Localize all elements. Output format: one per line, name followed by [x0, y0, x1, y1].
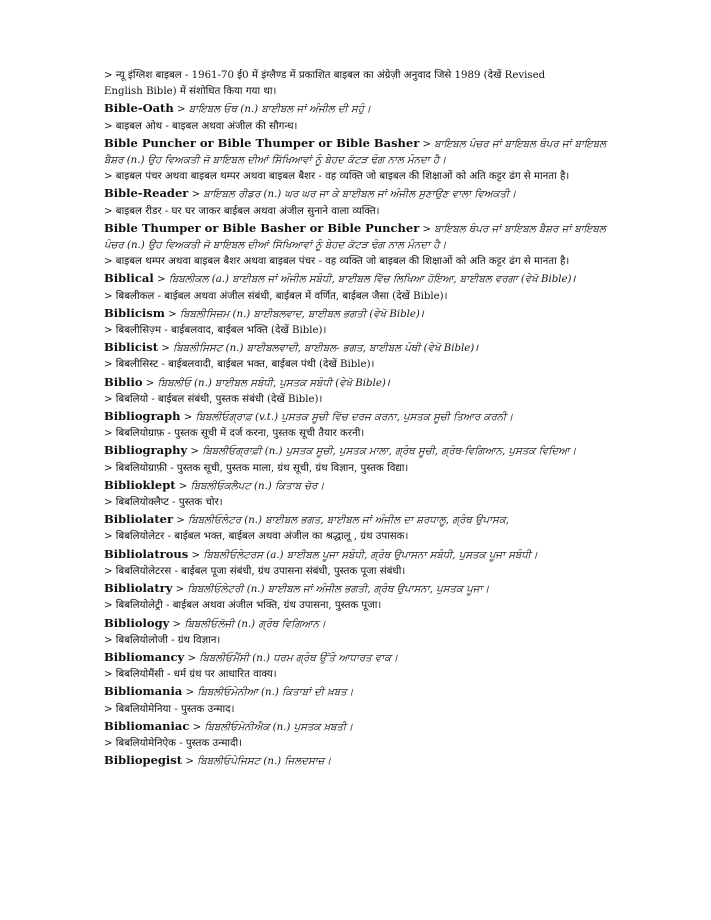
entry-hindi: > बिबलियोग्राफ़ - पुस्तक सूची में दर्ज करना, पुस्तक सूची तैयार करनी।: [104, 428, 365, 440]
entry-headword: Bibliolatry: [104, 581, 173, 596]
entry-hindi: > बाइबल रीडर - घर घर जाकर बाईबल अथवा अंजील सुनाने वाला व्यक्ति।: [104, 205, 380, 217]
entry-hindi: > बाइबल थम्पर अथवा बाइबल बैशर अथवा बाइबल पंचर - वह व्यक्ति जो बाइबल की शिक्षाओं को अति कट्टर ढंग से मानता है।: [104, 256, 570, 268]
entry-headword: Bibliolater: [104, 512, 174, 527]
dictionary-entry: [104, 477, 606, 495]
entry-hindi: > बिबलियोलोजी - ग्रंथ विज्ञान।: [104, 634, 221, 646]
dictionary-entry: [104, 100, 606, 118]
entry-hindi: > बाइबल ओथ - बाइबल अथवा अंजील की सौगन्ध।: [104, 120, 298, 132]
dictionary-entry: [104, 339, 606, 357]
dictionary-entry: [104, 718, 606, 736]
entry-hindi: > बिबलीकल - बाईबल अथवा अंजील संबंधी, बाईबल में वर्णित, बाईबल जैसा (देखें Bible)।: [104, 290, 448, 302]
entry-punjabi: > ਬਾਇਬਲ ਥੰਪਰ ਜਾਂ ਬਾਇਬਲ ਬੈਸ਼ਰ ਜਾਂ ਬਾਇਬਲ ਪੰਚਰ (n.) ਉਹ ਵਿਅਕਤੀ ਜੋ ਬਾਇਬਲ ਦੀਆਂ ਸਿੱਖਿਆਵਾਂ ਨੂੰ ਬੇਹਦ ਕੱਟੜ ਢੰਗ ਨਾਲ ਮੰਨਦਾ ਹੈ।: [104, 223, 606, 252]
entry-punjabi: > ਬਿਬਲੀਕਲ (a.) ਬਾਈਬਲ ਜਾਂ ਅੰਜੀਲ ਸਬੰਧੀ, ਬਾਈਬਲ ਵਿੱਚ ਲਿਖਿਆ ਹੋਇਆ, ਬਾਈਬਲ ਵਰਗਾ (ਵੇਖੋ Bible)।: [153, 274, 576, 286]
entry-headword: Bible Puncher or Bible Thumper or Bible Basher: [104, 135, 420, 150]
dictionary-entry: [104, 408, 606, 426]
entry-hindi: > बिबलियोमेनिऐक - पुस्तक उन्मादी।: [104, 737, 242, 749]
dictionary-entry: [104, 752, 606, 770]
dictionary-entry: [104, 615, 606, 633]
entry-punjabi: > ਬਾਇਬਲ ਪੰਚਰ ਜਾਂ ਬਾਇਬਲ ਥੰਪਰ ਜਾਂ ਬਾਇਬਲ ਬੈਸ਼ਰ (n.) ਉਹ ਵਿਅਕਤੀ ਜੋ ਬਾਇਬਲ ਦੀਆਂ ਸਿੱਖਿਆਵਾਂ ਨੂੰ ਬੇਹਦ ਕੱਟੜ ਢੰਗ ਨਾਲ ਮੰਨਦਾ ਹੈ।: [104, 138, 607, 167]
entry-hindi: > बिबलियोलेटर - बाईबल भक्त, बाईबल अथवा अंजील का श्रद्धालू , ग्रंथ उपासक।: [104, 531, 409, 543]
entry-punjabi: > ਬਿਬਲੀਓਮੇਨੀਆ (n.) ਕਿਤਾਬਾਂ ਦੀ ਖ਼ਬਤ।: [182, 687, 354, 699]
entry-punjabi: > ਬਿਬਲੀਓਲੇਟਰ (n.) ਬਾਈਬਲ ਭਗਤ, ਬਾਈਬਲ ਜਾਂ ਅੰਜੀਲ ਦਾ ਸ਼ਰਧਾਲੂ, ਗ੍ਰੰਥ ਉਪਾਸਕ,: [173, 515, 509, 527]
dictionary-entry: [104, 442, 606, 460]
entry-hindi: > बिबलियोक्लैप्ट - पुस्तक चोर।: [104, 497, 223, 509]
entry-hindi: > बिबलियोलेटरस - बाईबल पूजा संबंधी, ग्रंथ उपासना संबंधी, पुस्तक पूजा संबंधी।: [104, 565, 406, 577]
entry-list: [104, 100, 606, 770]
entry-hindi: > बिबलियोलेट्री - बाईबल अथवा अंजील भक्ति, ग्रंथ उपासना, पुस्तक पूजा।: [104, 600, 382, 612]
entry-hindi: > बिबलियोग्राफ़ी - पुस्तक सूची, पुस्तक माला, ग्रंथ सूची, ग्रंथ विज्ञान, पुस्तक विद्या।: [104, 462, 409, 474]
entry-punjabi: > ਬਿਬਲੀਓ (n.) ਬਾਈਬਲ ਸਬੰਧੀ, ਪੁਸਤਕ ਸਬੰਧੀ (ਵੇਖੋ Bible)।: [142, 377, 390, 389]
entry-headword: Biblicist: [104, 340, 159, 355]
dictionary-entry: [104, 220, 606, 254]
entry-hindi: > बिबलियोमेनिया - पुस्तक उन्माद।: [104, 703, 235, 715]
dictionary-entry: [104, 135, 606, 169]
intro-revised: Revised: [504, 70, 546, 81]
entry-punjabi: > ਬਿਬਲੀਓਲੋਜੀ (n.) ਗ੍ਰੰਥ ਵਿਗਿਆਨ।: [169, 618, 326, 630]
entry-headword: Bibliograph: [104, 409, 181, 424]
entry-punjabi: > ਬਿਬਲੀਓਪੇਜਿਸਟ (n.) ਜਿਲਦਸਾਜ਼।: [182, 756, 332, 768]
dictionary-entry: [104, 683, 606, 701]
entry-headword: Bibliology: [104, 615, 170, 630]
entry-headword: Bibliography: [104, 443, 188, 458]
entry-punjabi: > ਬਿਬਲੀਓਮੇਨੀਐਕ (n.) ਪੁਸਤਕ ਖ਼ਬਤੀ।: [189, 721, 353, 733]
dictionary-entry: [104, 649, 606, 667]
entry-punjabi: > ਬਿਬਲੀਓਲੇਟਰਸ (a.) ਬਾਈਬਲ ਪੂਜਾ ਸਬੰਧੀ, ਗ੍ਰੰਥ ਉਪਾਸਨਾ ਸਬੰਧੀ, ਪੁਸਤਕ ਪੂਜਾ ਸਬੰਧੀ।: [188, 549, 538, 561]
dictionary-entry: [104, 511, 606, 529]
entry-punjabi: > ਬਿਬਲੀਸਿਸਟ (n.) ਬਾਈਬਲਵਾਦੀ, ਬਾਈਬਲ- ਭਗਤ, ਬਾਈਬਲ ਪੰਥੀ (ਵੇਖੋ Bible)।: [158, 343, 479, 355]
entry-punjabi: > ਬਿਬਲੀਓਗ੍ਰਾਫ਼ (v.t.) ਪੁਸਤਕ ਸੂਚੀ ਵਿੱਚ ਦਰਜ ਕਰਨਾ, ਪੁਸਤਕ ਸੂਚੀ ਤਿਆਰ ਕਰਨੀ।: [180, 412, 514, 424]
entry-headword: Biblical: [104, 271, 154, 286]
entry-headword: Biblicism: [104, 305, 165, 320]
entry-punjabi: > ਬਿਬਲੀਓਲੇਟਰੀ (n.) ਬਾਈਬਲ ਜਾਂ ਅੰਜੀਲ ਭਗਤੀ, ਗ੍ਰੰਥ ਉਪਾਸਨਾ, ਪੁਸਤਕ ਪੂਜਾ।: [172, 584, 490, 596]
dictionary-entry: [104, 546, 606, 564]
dictionary-entry: [104, 185, 606, 203]
entry-punjabi: > ਬਿਬਲੀਓਗ੍ਰਾਫ਼ੀ (n.) ਪੁਸਤਕ ਸੂਚੀ, ਪੁਸਤਕ ਮਾਲਾ, ਗ੍ਰੰਥ ਸੂਚੀ, ਗ੍ਰੰਥ-ਵਿਗਿਆਨ, ਪੁਸਤਕ ਵਿਦਿਆ।: [187, 446, 577, 458]
dictionary-entry: [104, 580, 606, 598]
dictionary-content: [104, 68, 606, 770]
entry-punjabi: > ਬਿਬਲੀਸਿਜ਼ਮ (n.) ਬਾਈਬਲਵਾਦ, ਬਾਈਬਲ ਭਗਤੀ (ਵੇਖੋ Bible)।: [164, 308, 424, 320]
entry-hindi: > बिबलीसिस्ट - बाईबलवादी, बाईबल भक्त, बाईबल पंथी (देखें Bible)।: [104, 359, 375, 371]
entry-headword: Bibliomancy: [104, 649, 185, 664]
entry-hindi: > बाइबल पंचर अथवा बाइबल थम्पर अथवा बाइबल बैशर - वह व्यक्ति जो बाइबल की शिक्षाओं को अति कट्टर ढंग से मानता है।: [104, 171, 570, 183]
entry-headword: Bible-Reader: [104, 186, 189, 201]
dictionary-entry: [104, 270, 606, 288]
entry-headword: Biblioklept: [104, 477, 176, 492]
entry-hindi: > बिबलियो - बाईबल संबंधी, पुस्तक संबंधी (देखें Bible)।: [104, 393, 323, 405]
entry-punjabi: > ਬਾਇਬਲ ਰੀਡਰ (n.) ਘਰ ਘਰ ਜਾ ਕੇ ਬਾਈਬਲ ਜਾਂ ਅੰਜੀਲ ਸੁਣਾਉਣ ਵਾਲਾ ਵਿਅਕਤੀ।: [188, 189, 517, 201]
intro-hindi: > न्यू इंग्लिश बाइबल - 1961-70 ई0 में इंग्लैण्ड में प्रकाशित बाइबल का अंग्रेज़ी अनुवाद जिसे 1989 (देखें: [104, 70, 502, 81]
entry-headword: Bibliopegist: [104, 753, 183, 768]
entry-headword: Biblio: [104, 374, 143, 389]
entry-hindi: > बिबलियोमैंसी - धर्म ग्रंथ पर आधारित वाक्य।: [104, 669, 277, 681]
entry-headword: Bibliolatrous: [104, 546, 189, 561]
entry-punjabi: > ਬਾਇਬਲ ਓਥ (n.) ਬਾਈਬਲ ਜਾਂ ਅੰਜੀਲ ਦੀ ਸਹੁੰ।: [173, 104, 371, 116]
dictionary-entry: [104, 374, 606, 392]
entry-headword: Bible-Oath: [104, 101, 174, 116]
entry-hindi: > बिबलीसिज़्म - बाईबलवाद, बाईबल भक्ति (देखें Bible)।: [104, 325, 327, 337]
entry-headword: Bibliomaniac: [104, 718, 190, 733]
dictionary-entry: [104, 305, 606, 323]
entry-punjabi: > ਬਿਬਲੀਓਕਲੈਪਟ (n.) ਕਿਤਾਬ ਚੋਰ।: [175, 480, 325, 492]
intro-text: [104, 68, 606, 84]
entry-headword: Bibliomania: [104, 684, 183, 699]
entry-punjabi: > ਬਿਬਲੀਓਮੈਂਸੀ (n.) ਧਰਮ ਗ੍ਰੰਥ ਉੱਤੇ ਆਧਾਰਤ ਵਾਕ।: [184, 652, 399, 664]
entry-headword: Bible Thumper or Bible Basher or Bible Puncher: [104, 220, 420, 235]
intro-text-line2: English Bible) में संशोधित किया गया था।: [104, 86, 277, 98]
